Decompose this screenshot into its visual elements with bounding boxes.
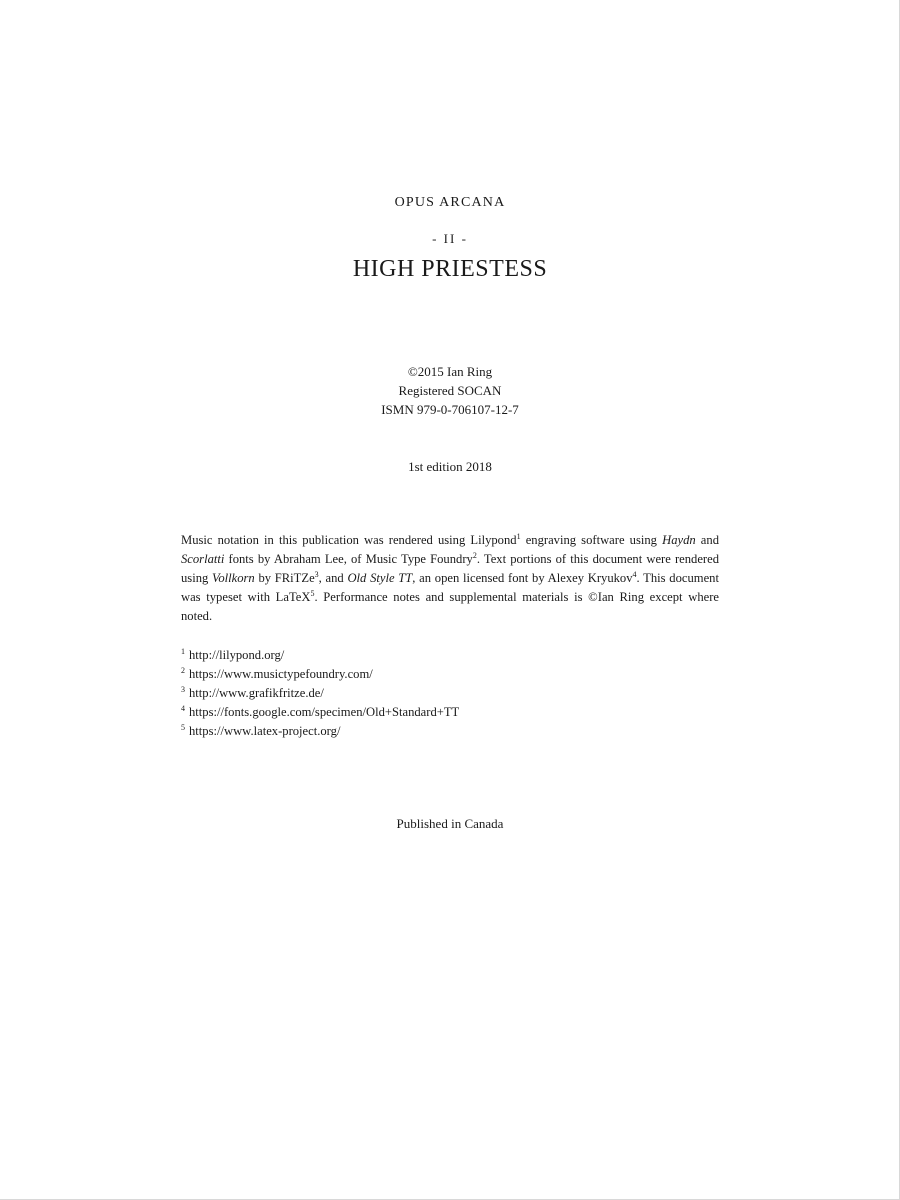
- footnote-url[interactable]: https://www.latex-project.org/: [189, 724, 341, 738]
- footnote-item: [181, 684, 719, 703]
- footnote-ref: 1: [516, 531, 521, 541]
- volume-number: - II -: [432, 231, 468, 246]
- footnote-url[interactable]: https://www.musictypefoundry.com/: [189, 667, 373, 681]
- footnote-number: 5: [181, 722, 185, 732]
- footnote-number: 4: [181, 703, 185, 713]
- footnotes-list: [181, 646, 719, 741]
- footnote-url[interactable]: http://www.grafikfritze.de/: [189, 686, 324, 700]
- footnote-item: [181, 646, 719, 665]
- page-title: HIGH PRIESTESS: [352, 256, 548, 282]
- footnote-ref: 4: [632, 569, 637, 579]
- footnote-item: [181, 722, 719, 741]
- registration-line: Registered SOCAN: [398, 383, 502, 398]
- footnote-item: [181, 665, 719, 684]
- copyright-line: ©2015 Ian Ring: [407, 364, 493, 379]
- credits-paragraph: Music notation in this publication was rendered using Lilypond$^1$ engraving software using Haydn and Scorlatti fonts by Abraham Lee, of Music Type Foundry$^2$. Text portions of this document were rendered using Vollkorn by FRiTZe$^3$, and Old Style TT, an open licensed font by Alexey Kryukov$^4$. This document was typeset with LaTeX$^5$. Performance notes and supplemental materials is ©Ian Ring except where noted.: [181, 531, 719, 623]
- footnote-number: 1: [181, 646, 185, 656]
- footnote-item: [181, 703, 719, 722]
- edition-line: 1st edition 2018: [408, 459, 492, 474]
- copyright-block: [0, 362, 900, 419]
- footnote-ref: 2: [472, 550, 477, 560]
- footnote-number: 2: [181, 665, 185, 675]
- footnote-url[interactable]: https://fonts.google.com/specimen/Old+Standard+TT: [189, 705, 460, 719]
- footnote-url[interactable]: http://lilypond.org/: [189, 648, 285, 662]
- ismn-line: ISMN 979-0-706107-12-7: [381, 402, 519, 417]
- published-line: Published in Canada: [396, 816, 504, 831]
- footnote-ref: 5: [310, 588, 315, 598]
- footnote-number: 3: [181, 684, 185, 694]
- footnote-ref: 3: [314, 569, 319, 579]
- series-title: OPUS ARCANA: [394, 195, 506, 210]
